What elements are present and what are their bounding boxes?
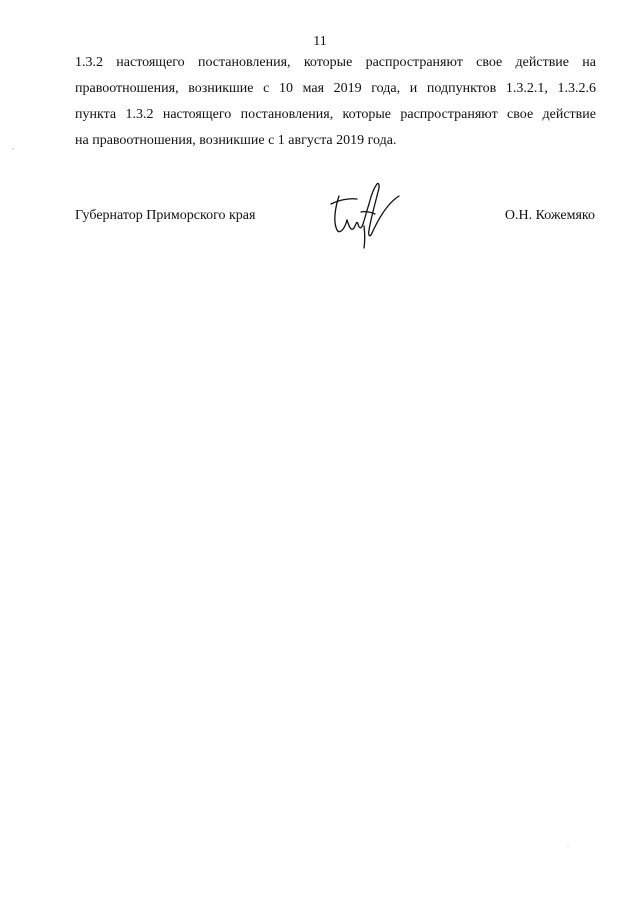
paragraph-line: пункта 1.3.2 настоящего постановления, которые распространяют свое действие	[75, 107, 596, 122]
signer-position: Губернатор Приморского края	[75, 208, 256, 223]
paragraph-line: 1.3.2 настоящего постановления, которые распространяют свое действие на	[75, 55, 596, 70]
paragraph-continuation	[75, 50, 596, 154]
signer-name: О.Н. Кожемяко	[504, 208, 595, 223]
paragraph-line: на правоотношения, возникшие с 1 августа 2019 года.	[75, 133, 397, 148]
handwritten-signature	[325, 178, 409, 250]
paragraph-line: правоотношения, возникшие с 10 мая 2019 года, и подпунктов 1.3.2.1, 1.3.2.6	[75, 81, 596, 96]
page-number: 11	[313, 34, 327, 49]
